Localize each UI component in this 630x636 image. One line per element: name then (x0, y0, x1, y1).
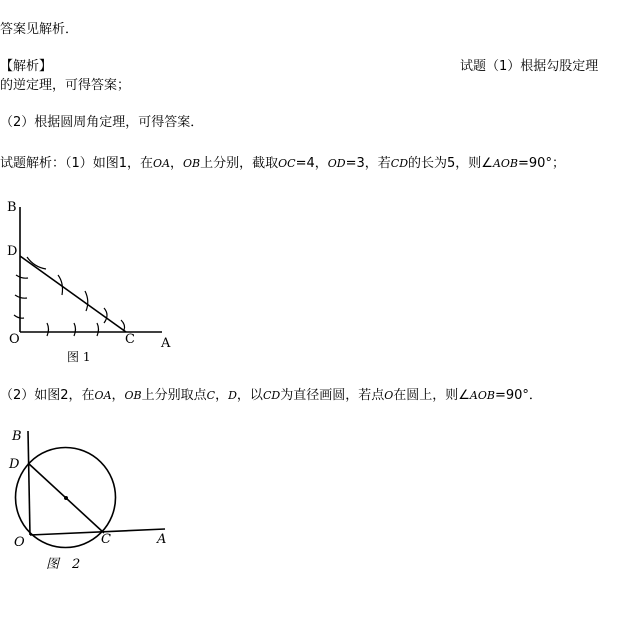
solution-1-prefix: 试题解析：（1）如图1，在 (0, 156, 154, 171)
label-c: C (125, 332, 135, 347)
segment-cd: CD (390, 157, 409, 170)
segment-ob: OB (183, 157, 201, 170)
label-c: C (101, 532, 111, 547)
solution-2-text-3: 为直径画圆，若点 (280, 388, 385, 403)
solution-2-text-2: ，以 (236, 388, 263, 403)
label-d: D (9, 457, 20, 472)
hint-2: （2）根据圆周角定理，可得答案． (0, 115, 204, 130)
answer-line: 答案见解析． (0, 22, 79, 37)
segment-dc (20, 256, 126, 332)
oc-value: =4， (295, 156, 328, 171)
solution-1-text-2: 的长为5，则∠ (408, 156, 493, 171)
figure-2 (0, 425, 190, 585)
point-c: C (206, 389, 216, 402)
segment-oc: OC (278, 157, 296, 170)
solution-1 (0, 156, 565, 172)
solution-2-text-4: 在圆上，则∠ (393, 388, 470, 403)
figure-2-caption: 图 2 (46, 557, 81, 572)
solution-2 (0, 388, 542, 404)
hint-right: 试题（1）根据勾股定理 (460, 59, 599, 74)
point-d: D (228, 389, 237, 402)
solution-2-text: 上分别取点 (141, 388, 207, 403)
analysis-heading: 【解析】 (0, 59, 53, 74)
angle-aob: AOB (469, 389, 495, 402)
separator: ， (170, 156, 184, 171)
separator: ， (111, 388, 125, 403)
hint-left-continuation: 的逆定理，可得答案； (0, 78, 131, 93)
angle-aob: AOB (492, 157, 519, 170)
segment-ob: OB (124, 389, 142, 402)
figure-1-caption: 图 1 (67, 350, 91, 364)
circle-center (64, 496, 68, 500)
point-o: O (384, 389, 394, 402)
label-b: B (12, 429, 22, 444)
separator: ， (215, 388, 229, 403)
label-a: A (161, 336, 171, 351)
figure-1 (0, 195, 200, 370)
solution-2-prefix: （2）如图2，在 (0, 388, 95, 403)
label-b: B (7, 200, 17, 215)
label-o: O (14, 535, 25, 550)
od-value: =3，若 (345, 156, 391, 171)
label-d: D (7, 244, 18, 259)
label-a: A (157, 532, 167, 547)
ray-oa (30, 529, 165, 535)
segment-cd: CD (262, 389, 281, 402)
segment-oa: OA (94, 389, 112, 402)
segment-oa: OA (153, 157, 171, 170)
angle-value: =90°； (518, 156, 565, 171)
segment-od: OD (327, 157, 346, 170)
label-o: O (9, 332, 20, 347)
compass-arcs (14, 257, 125, 336)
ray-ob (28, 431, 30, 535)
solution-1-text: 上分别，截取 (200, 156, 279, 171)
angle-value: =90°． (494, 388, 542, 403)
